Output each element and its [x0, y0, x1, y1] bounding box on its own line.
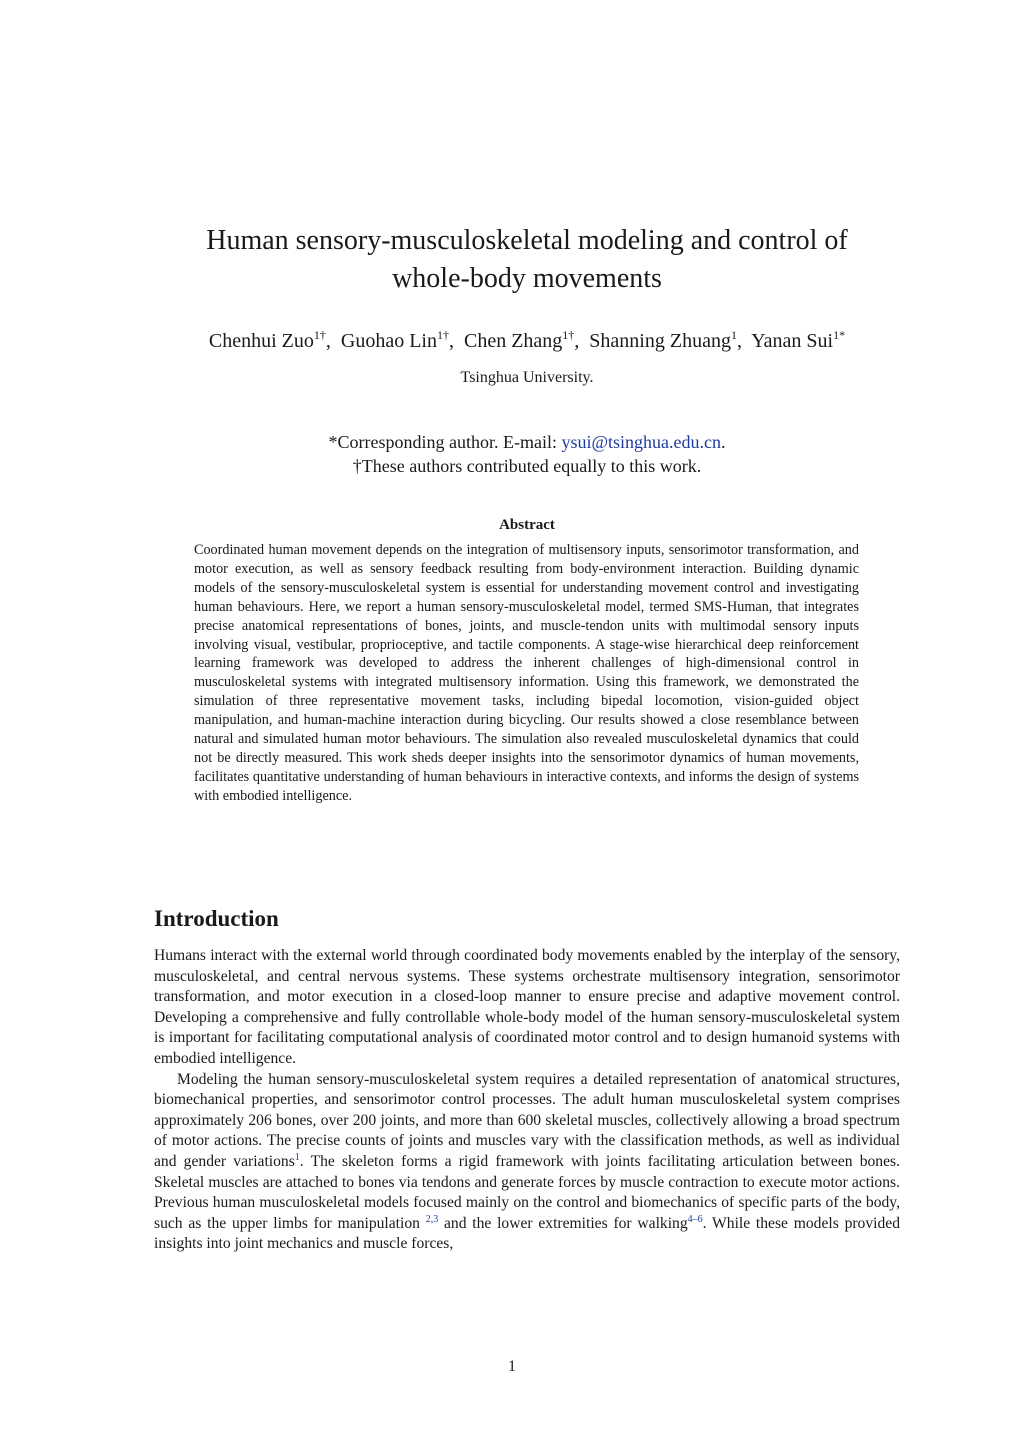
page-number: 1 — [508, 1358, 516, 1375]
corresponding-prefix: *Corresponding author. E-mail: — [328, 432, 562, 452]
abstract-heading: Abstract — [499, 517, 555, 533]
author-mark: 1† — [313, 328, 326, 342]
author-name: Chen Zhang — [463, 330, 563, 352]
citation-link[interactable]: 2,3 — [425, 1213, 439, 1225]
author-separator: , — [574, 330, 580, 352]
citation-link[interactable]: 1 — [294, 1151, 300, 1163]
author-name: Guohao Lin — [340, 330, 437, 352]
author-mark: 1† — [436, 328, 449, 342]
email-link[interactable]: ysui@tsinghua.edu.cn — [561, 432, 722, 452]
author-name: Chenhui Zuo — [208, 330, 314, 352]
title-line-1: Human sensory-musculoskeletal modeling and control of — [206, 225, 848, 256]
author-name: Yanan Sui — [751, 330, 834, 352]
title-line-2: whole-body movements — [392, 263, 662, 294]
introduction-heading: Introduction — [154, 906, 279, 931]
intro-text: and the lower extremities for walking — [438, 1214, 688, 1232]
author-mark: 1 — [730, 328, 737, 342]
intro-text: . While these models provided insights into joint mechanics and muscle forces, — [154, 1214, 901, 1253]
author-name: Shanning Zhuang — [589, 330, 731, 352]
corresponding-note — [100, 430, 954, 478]
corresponding-suffix: . — [721, 432, 726, 452]
equal-contribution-note: †These authors contributed equally to this work. — [352, 456, 702, 476]
intro-text: Modeling the human sensory-musculoskeletal system requires a detailed representation of anatomical structures, biomechanical properties, and sensorimotor control processes. The adult human musculoskeletal system comprises approximately 206 bones, over 200 joints, and more than 600 skeletal muscles, collectively allowing a broad spectrum of motor actions. The precise counts of joints and muscles vary with the classification methods, as well as individual and gender variations — [154, 1070, 900, 1170]
intro-paragraph-1: Humans interact with the external world through coordinated body movements enabled by the interplay of the sensory, musculoskeletal, and central nervous systems. These systems orchestrate multisensory integration, sensorimotor transformation, and motor execution in a closed-loop manner to ensure precise and adaptive movement control. Developing a comprehensive and fully controllable whole-body model of the human sensory-musculoskeletal system is important for facilitating computational analysis of coordinated motor control and to design humanoid systems with embodied intelligence. — [154, 947, 900, 1067]
intro-text: . The skeleton forms a rigid framework with joints facilitating articulation between bones. Skeletal muscles are attached to bones via tendons and generate forces by muscle contraction to execute motor actions. Previous human musculoskeletal models focused mainly on the control and biomechanics of specific parts of the body, such as the upper limbs for manipulation — [154, 1152, 900, 1232]
author-separator: , — [448, 330, 454, 352]
affiliation: Tsinghua University. — [460, 369, 594, 386]
author-mark: 1† — [562, 328, 575, 342]
introduction-body — [154, 946, 900, 1255]
author-separator: , — [736, 330, 742, 352]
author-separator: , — [325, 330, 331, 352]
intro-paragraph-2 — [154, 1070, 900, 1255]
author-list — [100, 328, 954, 354]
paper-title — [150, 222, 904, 298]
abstract-text: Coordinated human movement depends on the integration of multisensory inputs, sensorimotor transformation, and motor execution, as well as sensory feedback resulting from body-environment interaction. Building dynamic models of the sensory-musculoskeletal system is essential for understanding movement control and investigating human behaviours. Here, we report a human sensory-musculoskeletal model, termed SMS-Human, that integrates precise anatomical representations of bones, joints, and muscle-tendon units with multimodal sensory inputs involving visual, vestibular, proprioceptive, and tactile components. A stage-wise hierarchical deep reinforcement learning framework was developed to address the inherent challenges of high-dimensional control in musculoskeletal systems with integrated multisensory information. Using this framework, we demonstrated the simulation of three representative movement tasks, including bipedal locomotion, vision-guided object manipulation, and human-machine interaction during bicycling. Our results showed a close resemblance between natural and simulated human motor behaviours. The simulation also revealed musculoskeletal dynamics that could not be directly measured. This work sheds deeper insights into the sensorimotor dynamics of human movements, facilitates quantitative understanding of human behaviours in interactive contexts, and informs the design of systems with embodied intelligence. — [194, 542, 859, 804]
citation-link[interactable]: 4–6 — [687, 1213, 703, 1225]
author-mark: 1* — [833, 328, 846, 342]
